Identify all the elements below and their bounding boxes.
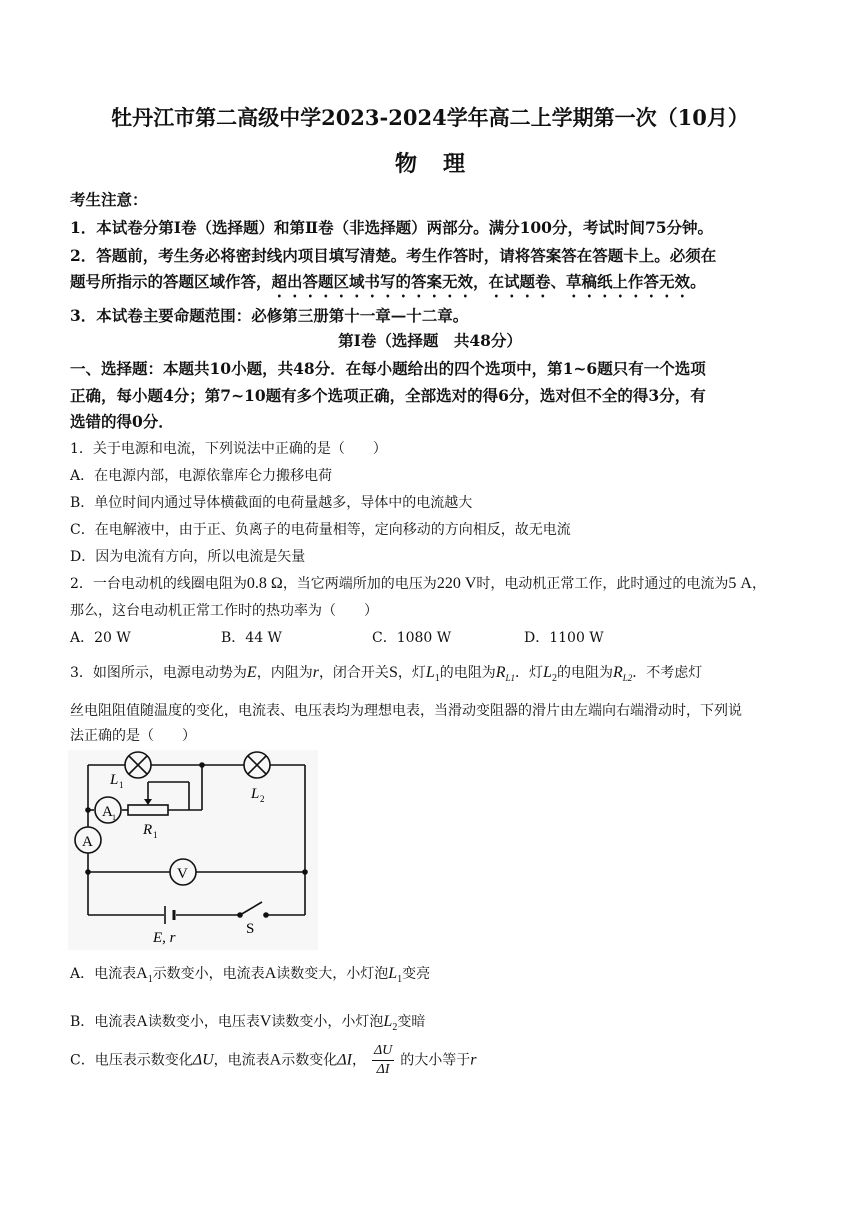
q2-text: ，当它两端所加的电压为 <box>282 576 437 592</box>
q3-text: 的电阻为 <box>439 665 496 681</box>
q3-ammeter-a-symbol: A <box>269 1051 282 1069</box>
q3-text: C．电压表示数变化 <box>70 1052 193 1069</box>
q3-circuit-diagram <box>68 750 318 950</box>
q3-rl1-symbol: R <box>495 664 506 681</box>
section-title: 第Ⅰ卷（选择题 共48分） <box>338 331 522 350</box>
voltmeter-v-label: V <box>177 866 188 882</box>
q2-stem-line2: 那么，这台电动机正常工作时的热功率为（ ） <box>70 603 378 619</box>
q1-option-d: D．因为电流有方向，所以电流是矢量 <box>70 549 306 565</box>
q3-lamp1-symbol: L <box>388 965 398 982</box>
q3-fraction-denominator: ΔI <box>376 1062 390 1077</box>
q3-text: 变亮 <box>402 966 431 982</box>
q3-lamp2-symbol: L <box>383 1013 393 1030</box>
section-intro-line2: 正确，每小题4分；第7~10题有多个选项正确，全部选对的得6分，选对但不全的得3分，有 <box>70 386 706 405</box>
rheostat-r1-sub: 1 <box>153 830 158 840</box>
q3-ammeter-a-symbol: A <box>264 965 277 982</box>
notice-emphasis-2: 在试题卷、草稿纸上作答无效 <box>488 272 691 291</box>
q2-text: 2．一台电动机的线圈电阻为 <box>70 576 247 592</box>
q3-text: 读数变大，小灯泡 <box>276 966 389 982</box>
notice-item-2-line1: 2．答题前，考生务必将密封线内项目填写清楚。考生作答时，请将答案答在答题卡上。必须在 <box>70 246 717 265</box>
junction-dot <box>85 807 91 813</box>
q3-text: ， <box>351 1052 366 1069</box>
q3-stem-line3: 法正确的是（ ） <box>70 728 196 744</box>
lamp-l2-label: L <box>251 786 260 802</box>
diagram-background <box>68 750 318 950</box>
q2-option-b: B．44 W <box>221 630 282 646</box>
notice-text: 。 <box>690 272 706 291</box>
q3-text: B．电流表 <box>70 1014 137 1030</box>
q3-ammeter-a1-sub: 1 <box>147 973 153 985</box>
q3-text: ，内阻为 <box>256 665 313 681</box>
lamp-l1-sub: 1 <box>119 780 124 790</box>
q3-text: 读数变小，小灯泡 <box>271 1014 384 1030</box>
lamp-l2 <box>244 752 270 778</box>
ammeter-a-label: A <box>82 834 93 850</box>
q3-lamp2-sub: 2 <box>551 672 557 684</box>
q3-text: 变暗 <box>397 1014 426 1030</box>
notice-item-3: 3．本试卷主要命题范围：必修第三册第十一章—十二章。 <box>70 306 469 325</box>
rheostat-r1-label: R <box>143 822 153 838</box>
notice-emphasis-1: 超出答题区域书写的答案无效 <box>271 272 474 291</box>
lamp-l1-label: L <box>110 772 119 788</box>
q3-text: ．不考虑灯 <box>632 665 703 681</box>
q3-text: ．灯 <box>515 665 544 681</box>
q3-emf-symbol: E <box>246 664 257 681</box>
q3-option-c <box>70 1042 477 1079</box>
notice-item-1: 1．本试卷分第Ⅰ卷（选择题）和第Ⅱ卷（非选择题）两部分。满分100分，考试时间75分钟。 <box>70 218 714 237</box>
junction-dot <box>302 869 308 875</box>
q3-fraction-numerator: ΔU <box>372 1042 394 1061</box>
ammeter-a1-sub: 1 <box>112 813 116 822</box>
q3-option-a <box>70 963 430 985</box>
rheostat-r1 <box>128 805 168 815</box>
q3-text: 读数变小，电压表 <box>147 1014 260 1030</box>
ammeter-a1-label: A <box>102 804 113 820</box>
q3-switch-symbol: S <box>388 664 398 681</box>
lamp-l1 <box>125 752 151 778</box>
q2-option-c: C．1080 W <box>372 630 452 646</box>
q3-option-b <box>70 1011 425 1033</box>
q2-text: ， <box>751 576 766 592</box>
q3-stem-line1 <box>70 662 702 684</box>
q3-text: 的电阻为 <box>556 665 613 681</box>
q2-stem-line1 <box>70 573 766 593</box>
q1-option-c: C．在电解液中，由于正、负离子的电荷量相等，定向移动的方向相反，故无电流 <box>70 522 571 538</box>
lamp-l2-sub: 2 <box>260 794 265 804</box>
q3-text: 示数变小，电流表 <box>152 966 265 982</box>
section-intro-line1: 一、选择题：本题共10小题，共48分．在每小题给出的四个选项中，第1~6题只有一个选项 <box>70 359 706 378</box>
q3-delta-u: ΔU <box>192 1051 214 1069</box>
q3-lamp1-symbol: L <box>425 664 435 681</box>
notice-text: 题号所指示的答题区域作答， <box>70 272 272 291</box>
q2-option-a: A．20 W <box>70 630 131 646</box>
q3-text: ，灯 <box>397 665 426 681</box>
switch-label: S <box>246 921 255 937</box>
section-intro-line3: 选错的得0分． <box>70 412 174 431</box>
junction-dot <box>199 762 205 768</box>
q3-ammeter-a1-symbol: A <box>136 965 148 982</box>
q2-text: 时，电动机正常工作，此时通过的电流为 <box>476 576 729 592</box>
q3-rl2-symbol: R <box>612 664 623 681</box>
notice-item-2-line2 <box>70 270 706 301</box>
q3-lamp2-sub: 2 <box>392 1021 398 1033</box>
q3-text: ，闭合开关 <box>318 665 389 681</box>
junction-dot <box>85 869 91 875</box>
q2-voltage: 220 V <box>436 575 477 592</box>
notice-text: ， <box>473 272 489 291</box>
q2-current: 5 A <box>728 575 752 592</box>
q2-option-d: D．1100 W <box>524 630 604 646</box>
exam-title: 牡丹江市第二高级中学2023-2024学年高二上学期第一次（10月） <box>111 105 749 130</box>
q3-voltmeter-symbol: V <box>259 1013 272 1030</box>
q3-internal-resistance-symbol: r <box>312 664 319 681</box>
q1-option-b: B．单位时间内通过导体横截面的电荷量越多，导体中的电流越大 <box>70 495 473 511</box>
q3-delta-i: ΔI <box>337 1051 352 1069</box>
q3-internal-resistance-symbol: r <box>470 1051 477 1069</box>
q3-rl2-sub: L2 <box>622 672 633 683</box>
q1-option-a: A．在电源内部，电源依靠库仑力搬移电荷 <box>70 468 333 484</box>
q3-text: ，电流表 <box>213 1052 270 1069</box>
q3-text: 的大小等于 <box>400 1052 471 1069</box>
battery-label: E, r <box>153 930 176 946</box>
q3-stem-line2: 丝电阻阻值随温度的变化，电流表、电压表均为理想电表，当滑动变阻器的滑片由左端向右端滑动时，下列说 <box>70 703 742 719</box>
q3-text: 示数变化 <box>281 1052 338 1069</box>
junction-dot <box>263 912 269 918</box>
q3-fraction <box>372 1042 394 1079</box>
q3-text: 3．如图所示，电源电动势为 <box>70 665 247 681</box>
q3-rl1-sub: L1 <box>505 672 516 683</box>
q3-lamp1-sub: 1 <box>397 973 403 985</box>
q3-lamp1-sub: 1 <box>434 672 440 684</box>
q2-resistance: 0.8 Ω <box>246 575 283 592</box>
q3-text: A．电流表 <box>70 966 137 982</box>
q3-ammeter-a-symbol: A <box>136 1013 148 1030</box>
q3-lamp2-symbol: L <box>543 664 552 681</box>
notice-heading: 考生注意： <box>70 190 148 209</box>
subject-title: 物理 <box>394 151 491 177</box>
q1-stem: 1．关于电源和电流，下列说法中正确的是（ ） <box>70 441 387 457</box>
